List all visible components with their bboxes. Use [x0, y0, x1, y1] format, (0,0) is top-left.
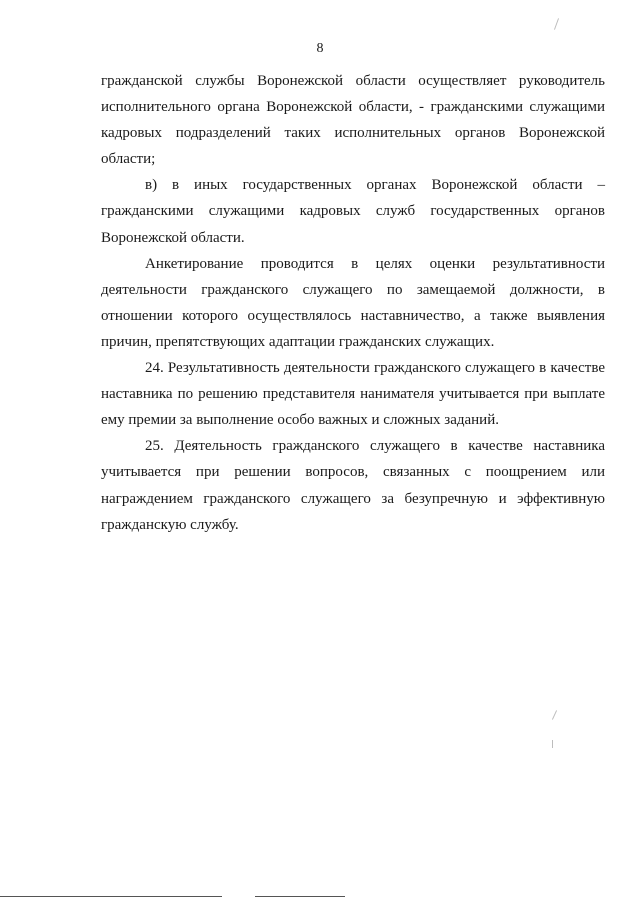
paragraph-24: 24. Результативность деятельности гражданского служащего в качестве наставника по решению представителя нанимателя учитывается при выплате ему премии за выполнение особо важных и сложных заданий.	[101, 360, 605, 429]
scan-mark-middle	[552, 710, 557, 719]
footer-rule-segment	[255, 896, 345, 897]
paragraph-continuation: гражданской службы Воронежской области осуществляет руководитель исполнительного органа Воронежской области, - гражданскими служащими кадровых подразделений таких исполнительных органов Воронежской области;	[101, 73, 605, 168]
page-number: 8	[316, 41, 324, 56]
paragraph-item-v: в) в иных государственных органах Воронежской области – гражданскими служащими кадровых служб государственных органов Воронежской области.	[101, 177, 605, 246]
paragraph-25: 25. Деятельность гражданского служащего в качестве наставника учитывается при решении вопросов, связанных с поощрением или награждением гражданского служащего за безупречную и эффективную гражданскую службу.	[101, 438, 605, 533]
paragraph-survey: Анкетирование проводится в целях оценки результативности деятельности гражданского служащего по замещаемой должности, в отношении которого осуществлялось наставничество, а также выявления причин, препятствующих адаптации гражданских служащих.	[101, 255, 605, 350]
scan-mark-lower	[552, 740, 553, 748]
document-body	[101, 68, 605, 538]
scan-mark-top	[554, 18, 559, 30]
footer-rule	[0, 896, 222, 897]
